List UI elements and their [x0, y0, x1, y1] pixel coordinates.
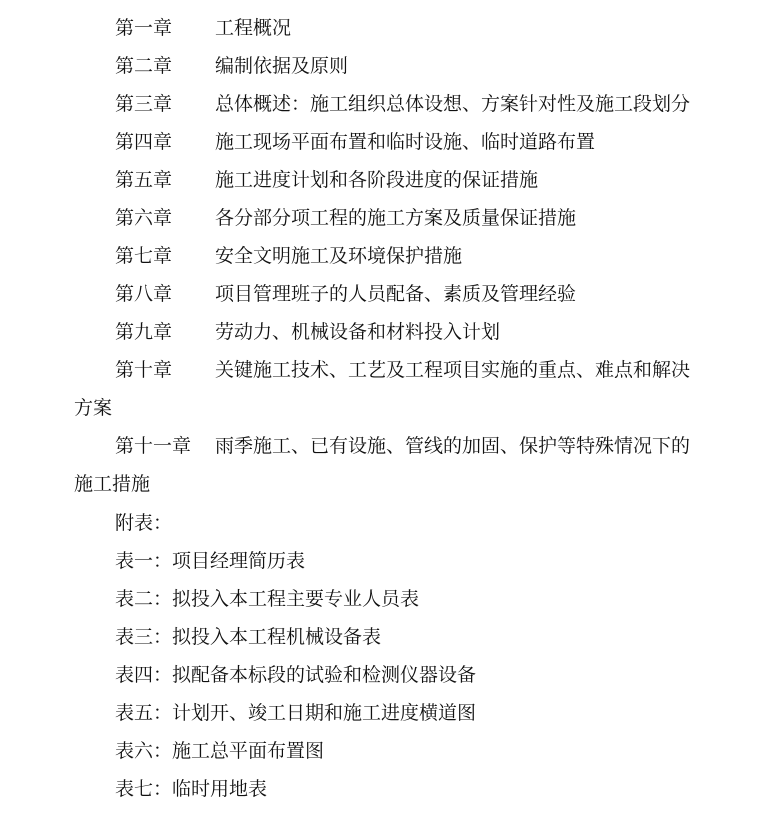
chapter-title: 施工现场平面布置和临时设施、临时道路布置	[215, 131, 596, 153]
chapter-number: 第十章	[115, 359, 173, 381]
chapter-title: 项目管理班子的人员配备、素质及管理经验	[215, 283, 577, 305]
chapter-title: 施工进度计划和各阶段进度的保证措施	[215, 169, 539, 191]
chapter-title: 安全文明施工及环境保护措施	[215, 245, 463, 267]
chapter-number: 第十一章	[115, 435, 192, 457]
appendix-table-label: 表二：拟投入本工程主要专业人员表	[115, 588, 420, 610]
appendix-table-label: 表六：施工总平面布置图	[115, 740, 325, 762]
chapter-title-continuation: 方案	[74, 397, 113, 419]
appendix-table-label: 表一：项目经理简历表	[115, 550, 306, 572]
appendix-table-label: 表三：拟投入本工程机械设备表	[115, 626, 382, 648]
chapter-title: 关键施工技术、工艺及工程项目实施的重点、难点和解决	[215, 359, 691, 381]
chapter-number: 第四章	[115, 131, 173, 153]
chapter-title: 编制依据及原则	[215, 55, 349, 77]
chapter-title: 总体概述：施工组织总体设想、方案针对性及施工段划分	[215, 93, 691, 115]
chapter-title: 雨季施工、已有设施、管线的加固、保护等特殊情况下的	[215, 435, 691, 457]
chapter-title: 工程概况	[215, 17, 292, 39]
chapter-number: 第二章	[115, 55, 173, 77]
chapter-number: 第三章	[115, 93, 173, 115]
chapter-number: 第一章	[115, 17, 173, 39]
chapter-number: 第九章	[115, 321, 173, 343]
appendix-table-label: 表四：拟配备本标段的试验和检测仪器设备	[115, 664, 477, 686]
chapter-number: 第七章	[115, 245, 173, 267]
chapter-number: 第五章	[115, 169, 173, 191]
chapter-number: 第八章	[115, 283, 173, 305]
chapter-number: 第六章	[115, 207, 173, 229]
chapter-title-continuation: 施工措施	[74, 473, 151, 495]
appendix-table-label: 表五：计划开、竣工日期和施工进度横道图	[115, 702, 477, 724]
chapter-title: 劳动力、机械设备和材料投入计划	[215, 321, 501, 343]
appendix-heading: 附表：	[115, 512, 173, 534]
appendix-table-label: 表七：临时用地表	[115, 778, 268, 800]
chapter-title: 各分部分项工程的施工方案及质量保证措施	[215, 207, 577, 229]
